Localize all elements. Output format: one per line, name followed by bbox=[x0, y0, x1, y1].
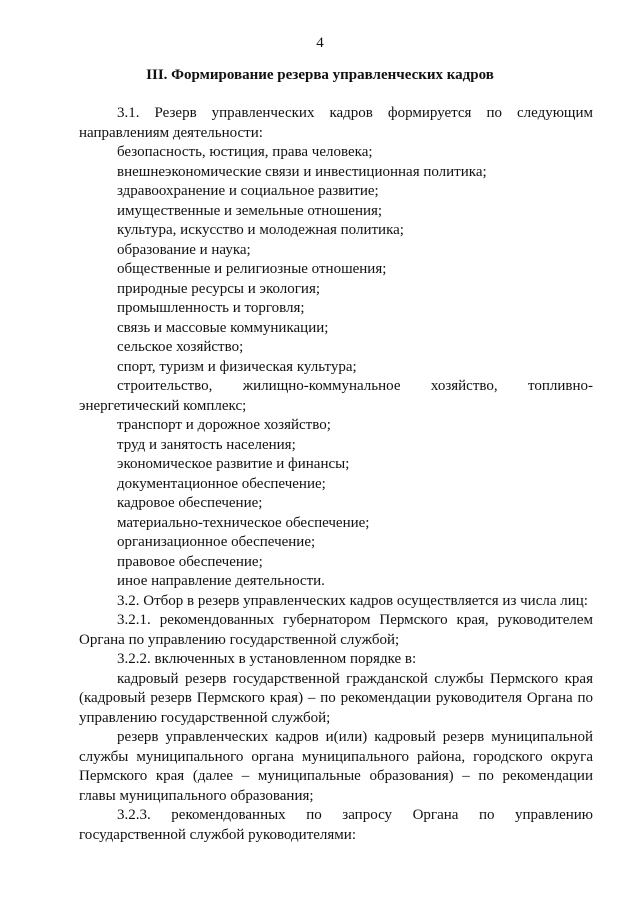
list-item: внешнеэкономические связи и инвестиционная политика; bbox=[117, 163, 487, 180]
list-item: природные ресурсы и экология; bbox=[117, 280, 321, 297]
list-item: культура, искусство и молодежная политика; bbox=[117, 222, 404, 238]
list-item: материально-техническое обеспечение; bbox=[117, 514, 370, 531]
document-body bbox=[79, 104, 593, 845]
paragraph-3-1: 3.1. Резерв управленческих кадров формируется по следующим направлениям деятельности: bbox=[79, 105, 593, 141]
paragraph-3-2-1: 3.2.1. рекомендованных губернатором Пермского края, руководителем Органа по управлению государственной службой; bbox=[79, 612, 593, 648]
list-item: связь и массовые коммуникации; bbox=[117, 319, 329, 336]
list-item: транспорт и дорожное хозяйство; bbox=[117, 417, 331, 433]
list-item: документационное обеспечение; bbox=[117, 475, 326, 492]
paragraph-3-2-2: 3.2.2. включенных в установленном порядке в: bbox=[117, 651, 417, 667]
list-item: иное направление деятельности. bbox=[117, 573, 325, 589]
list-item: образование и наука; bbox=[117, 241, 251, 258]
list-item: строительство, жилищно-коммунальное хозяйство, топливно-энергетический комплекс; bbox=[79, 378, 593, 414]
paragraph-3-2: 3.2. Отбор в резерв управленческих кадров осуществляется из числа лиц: bbox=[117, 592, 588, 609]
list-item: общественные и религиозные отношения; bbox=[117, 261, 387, 277]
list-item: спорт, туризм и физическая культура; bbox=[117, 358, 357, 375]
list-item: безопасность, юстиция, права человека; bbox=[117, 144, 373, 160]
list-item: сельское хозяйство; bbox=[117, 339, 244, 355]
list-item: имущественные и земельные отношения; bbox=[117, 202, 383, 219]
paragraph-3-2-3: 3.2.3. рекомендованных по запросу Органа по управлению государственной службой руководителями: bbox=[79, 807, 593, 843]
list-item: кадровое обеспечение; bbox=[117, 495, 263, 511]
list-item: экономическое развитие и финансы; bbox=[117, 456, 350, 472]
areas-list bbox=[79, 143, 593, 592]
list-item: организационное обеспечение; bbox=[117, 534, 316, 550]
paragraph-reserve-municipal: резерв управленческих кадров и(или) кадровый резерв муниципальной службы муниципального органа муниципального района, городского округа Пермского края (далее – муниципальные образования) – по рекомендации главы муниципального образования; bbox=[79, 729, 593, 804]
list-item: здравоохранение и социальное развитие; bbox=[117, 183, 379, 199]
section-title: III. Формирование резерва управленческих кадров bbox=[146, 67, 494, 83]
page-number: 4 bbox=[316, 35, 324, 51]
paragraph-reserve-state: кадровый резерв государственной гражданской службы Пермского края (кадровый резерв Пермского края) – по рекомендации руководителя Органа по управлению государственной службой; bbox=[79, 670, 593, 726]
list-item: промышленность и торговля; bbox=[117, 300, 305, 316]
list-item: труд и занятость населения; bbox=[117, 436, 296, 453]
list-item: правовое обеспечение; bbox=[117, 553, 263, 570]
